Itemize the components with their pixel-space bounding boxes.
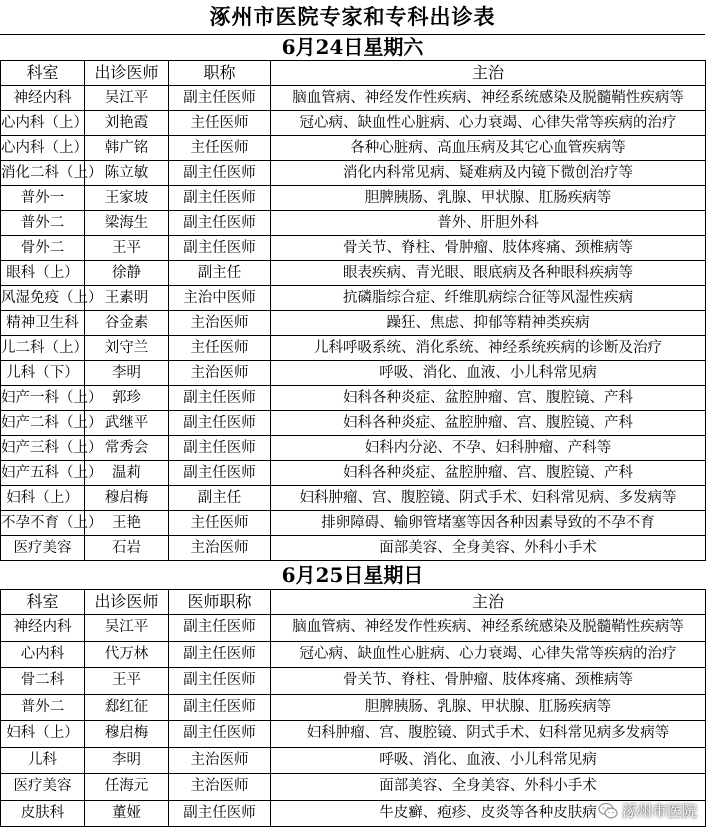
cell-specialty: 冠心病、缺血性心脏病、心力衰竭、心律失常等疾病的治疗 bbox=[271, 641, 706, 668]
cell-doctor: 王艳 bbox=[85, 511, 169, 536]
cell-department: 普外二 bbox=[1, 694, 85, 721]
cell-title: 副主任医师 bbox=[169, 236, 271, 261]
cell-title: 副主任医师 bbox=[169, 461, 271, 486]
cell-doctor: 徐静 bbox=[85, 261, 169, 286]
cell-specialty: 面部美容、全身美容、外科小手术 bbox=[271, 774, 706, 801]
cell-specialty: 妇科各种炎症、盆腔肿瘤、宫、腹腔镜、产科 bbox=[271, 461, 706, 486]
cell-title: 主治医师 bbox=[169, 311, 271, 336]
cell-department: 风湿免疫（上） bbox=[1, 286, 85, 311]
table-row bbox=[1, 136, 706, 161]
cell-specialty: 骨关节、脊柱、骨肿瘤、肢体疼痛、颈椎病等 bbox=[271, 236, 706, 261]
cell-title: 副主任医师 bbox=[169, 694, 271, 721]
cell-doctor: 王平 bbox=[85, 236, 169, 261]
cell-department: 普外一 bbox=[1, 186, 85, 211]
header-doctor: 出诊医师 bbox=[85, 590, 169, 615]
day1-table bbox=[0, 60, 706, 561]
table-row bbox=[1, 336, 706, 361]
cell-specialty: 躁狂、焦虑、抑郁等精神类疾病 bbox=[271, 311, 706, 336]
cell-specialty: 脑血管病、神经发作性疾病、神经系统感染及脱髓鞘性疾病等 bbox=[271, 86, 706, 111]
watermark-text: 涿州市医院 bbox=[621, 802, 697, 820]
table-row bbox=[1, 211, 706, 236]
cell-title: 主治医师 bbox=[169, 361, 271, 386]
cell-doctor: 刘艳霞 bbox=[85, 111, 169, 136]
cell-doctor: 郭珍 bbox=[85, 386, 169, 411]
cell-doctor: 温莉 bbox=[85, 461, 169, 486]
header-department: 科室 bbox=[1, 61, 85, 86]
cell-doctor: 武继平 bbox=[85, 411, 169, 436]
cell-department: 心内科（上） bbox=[1, 111, 85, 136]
cell-doctor: 王平 bbox=[85, 668, 169, 695]
cell-specialty: 抗磷脂综合症、纤维肌病综合征等风湿性疾病 bbox=[271, 286, 706, 311]
cell-doctor: 王素明 bbox=[85, 286, 169, 311]
cell-title: 副主任医师 bbox=[169, 668, 271, 695]
cell-department: 骨外二 bbox=[1, 236, 85, 261]
cell-specialty: 儿科呼吸系统、消化系统、神经系统疾病的诊断及治疗 bbox=[271, 336, 706, 361]
table-row bbox=[1, 386, 706, 411]
cell-department: 精神卫生科 bbox=[1, 311, 85, 336]
table-row bbox=[1, 111, 706, 136]
cell-specialty: 面部美容、全身美容、外科小手术 bbox=[271, 536, 706, 561]
cell-doctor: 常秀会 bbox=[85, 436, 169, 461]
cell-title: 主治医师 bbox=[169, 747, 271, 774]
cell-specialty: 呼吸、消化、血液、小儿科常见病 bbox=[271, 747, 706, 774]
cell-department: 消化二科（上） bbox=[1, 161, 85, 186]
table-row bbox=[1, 641, 706, 668]
cell-doctor: 穆启梅 bbox=[85, 486, 169, 511]
cell-title: 副主任医师 bbox=[169, 386, 271, 411]
cell-specialty: 妇科肿瘤、宫、腹腔镜、阴式手术、妇科常见病、多发病等 bbox=[271, 486, 706, 511]
cell-specialty: 消化内科常见病、疑难病及内镜下微创治疗等 bbox=[271, 161, 706, 186]
cell-specialty: 排卵障碍、输卵管堵塞等因各种因素导致的不孕不育 bbox=[271, 511, 706, 536]
cell-doctor: 石岩 bbox=[85, 536, 169, 561]
cell-department: 骨二科 bbox=[1, 668, 85, 695]
cell-specialty: 胆脾胰肠、乳腺、甲状腺、肛肠疾病等 bbox=[271, 694, 706, 721]
table-row bbox=[1, 286, 706, 311]
cell-department: 普外二 bbox=[1, 211, 85, 236]
table-row bbox=[1, 361, 706, 386]
cell-specialty: 牛皮癣、疱疹、皮炎等各种皮肤病 bbox=[271, 800, 706, 827]
cell-department: 妇产二科（上） bbox=[1, 411, 85, 436]
table-row bbox=[1, 486, 706, 511]
watermark bbox=[598, 800, 697, 821]
header-department: 科室 bbox=[1, 590, 85, 615]
cell-doctor: 谷金素 bbox=[85, 311, 169, 336]
cell-title: 副主任医师 bbox=[169, 641, 271, 668]
header-specialty: 主治 bbox=[271, 590, 706, 615]
cell-specialty: 呼吸、消化、血液、小儿科常见病 bbox=[271, 361, 706, 386]
cell-department: 神经内科 bbox=[1, 615, 85, 642]
header-title: 医师职称 bbox=[169, 590, 271, 615]
cell-title: 副主任医师 bbox=[169, 436, 271, 461]
cell-doctor: 王家坡 bbox=[85, 186, 169, 211]
header-specialty: 主治 bbox=[271, 61, 706, 86]
cell-title: 副主任医师 bbox=[169, 411, 271, 436]
cell-title: 副主任医师 bbox=[169, 161, 271, 186]
cell-department: 神经内科 bbox=[1, 86, 85, 111]
cell-department: 心内科（上） bbox=[1, 136, 85, 161]
table-row bbox=[1, 668, 706, 695]
cell-department: 妇产五科（上） bbox=[1, 461, 85, 486]
cell-specialty: 冠心病、缺血性心脏病、心力衰竭、心律失常等疾病的治疗 bbox=[271, 111, 706, 136]
cell-title: 副主任医师 bbox=[169, 211, 271, 236]
cell-title: 主任医师 bbox=[169, 511, 271, 536]
wechat-icon bbox=[598, 802, 618, 820]
cell-specialty: 眼表疾病、青光眼、眼底病及各种眼科疾病等 bbox=[271, 261, 706, 286]
cell-doctor: 吴江平 bbox=[85, 615, 169, 642]
page-title: 涿州市医院专家和专科出诊表 bbox=[0, 0, 705, 35]
table-row bbox=[1, 436, 706, 461]
table-row bbox=[1, 461, 706, 486]
cell-doctor: 韩广铭 bbox=[85, 136, 169, 161]
cell-title: 副主任医师 bbox=[169, 800, 271, 827]
cell-doctor: 董娅 bbox=[85, 800, 169, 827]
cell-department: 儿科 bbox=[1, 747, 85, 774]
cell-doctor: 代万林 bbox=[85, 641, 169, 668]
table-row bbox=[1, 161, 706, 186]
table-row bbox=[1, 186, 706, 211]
cell-doctor: 吴江平 bbox=[85, 86, 169, 111]
cell-doctor: 穆启梅 bbox=[85, 721, 169, 748]
table-row bbox=[1, 747, 706, 774]
cell-title: 副主任 bbox=[169, 486, 271, 511]
cell-title: 副主任医师 bbox=[169, 615, 271, 642]
cell-specialty: 妇科各种炎症、盆腔肿瘤、宫、腹腔镜、产科 bbox=[271, 386, 706, 411]
cell-specialty: 各种心脏病、高血压病及其它心血管疾病等 bbox=[271, 136, 706, 161]
cell-department: 不孕不育（上） bbox=[1, 511, 85, 536]
cell-specialty: 脑血管病、神经发作性疾病、神经系统感染及脱髓鞘性疾病等 bbox=[271, 615, 706, 642]
cell-department: 医疗美容 bbox=[1, 536, 85, 561]
cell-title: 主治医师 bbox=[169, 536, 271, 561]
cell-title: 副主任 bbox=[169, 261, 271, 286]
cell-department: 儿科（下） bbox=[1, 361, 85, 386]
cell-department: 儿二科（上） bbox=[1, 336, 85, 361]
day1-date: 6月24日星期六 bbox=[0, 35, 705, 60]
cell-title: 主任医师 bbox=[169, 136, 271, 161]
cell-doctor: 任海元 bbox=[85, 774, 169, 801]
header-title: 职称 bbox=[169, 61, 271, 86]
cell-department: 妇产一科（上） bbox=[1, 386, 85, 411]
cell-specialty: 普外、肝胆外科 bbox=[271, 211, 706, 236]
cell-title: 主治医师 bbox=[169, 774, 271, 801]
cell-specialty: 骨关节、脊柱、骨肿瘤、肢体疼痛、颈椎病等 bbox=[271, 668, 706, 695]
table-row bbox=[1, 236, 706, 261]
cell-doctor: 刘守兰 bbox=[85, 336, 169, 361]
day2-table bbox=[0, 589, 706, 827]
table-row bbox=[1, 411, 706, 436]
cell-doctor: 陈立敏 bbox=[85, 161, 169, 186]
table-row bbox=[1, 261, 706, 286]
cell-doctor: 李明 bbox=[85, 747, 169, 774]
cell-title: 副主任医师 bbox=[169, 186, 271, 211]
cell-department: 医疗美容 bbox=[1, 774, 85, 801]
cell-specialty: 妇科各种炎症、盆腔肿瘤、宫、腹腔镜、产科 bbox=[271, 411, 706, 436]
cell-specialty: 妇科肿瘤、宫、腹腔镜、阴式手术、妇科常见病多发病等 bbox=[271, 721, 706, 748]
cell-department: 妇科（上） bbox=[1, 486, 85, 511]
day2-date: 6月25日星期日 bbox=[0, 562, 705, 589]
cell-title: 副主任医师 bbox=[169, 86, 271, 111]
table-row bbox=[1, 511, 706, 536]
table-row bbox=[1, 311, 706, 336]
table-row bbox=[1, 536, 706, 561]
cell-specialty: 妇科内分泌、不孕、妇科肿瘤、产科等 bbox=[271, 436, 706, 461]
cell-specialty: 胆脾胰肠、乳腺、甲状腺、肛肠疾病等 bbox=[271, 186, 706, 211]
cell-title: 副主任医师 bbox=[169, 721, 271, 748]
cell-title: 主任医师 bbox=[169, 111, 271, 136]
cell-department: 妇科（上） bbox=[1, 721, 85, 748]
table-row bbox=[1, 721, 706, 748]
cell-department: 妇产三科（上） bbox=[1, 436, 85, 461]
cell-title: 主任医师 bbox=[169, 336, 271, 361]
cell-doctor: 郄红征 bbox=[85, 694, 169, 721]
table-row bbox=[1, 86, 706, 111]
cell-department: 心内科 bbox=[1, 641, 85, 668]
cell-doctor: 李明 bbox=[85, 361, 169, 386]
cell-department: 眼科（上） bbox=[1, 261, 85, 286]
table-row bbox=[1, 615, 706, 642]
table-header-row bbox=[1, 590, 706, 615]
cell-doctor: 梁海生 bbox=[85, 211, 169, 236]
table-row bbox=[1, 694, 706, 721]
cell-title: 主治中医师 bbox=[169, 286, 271, 311]
header-doctor: 出诊医师 bbox=[85, 61, 169, 86]
table-header-row bbox=[1, 61, 706, 86]
cell-department: 皮肤科 bbox=[1, 800, 85, 827]
table-row bbox=[1, 774, 706, 801]
